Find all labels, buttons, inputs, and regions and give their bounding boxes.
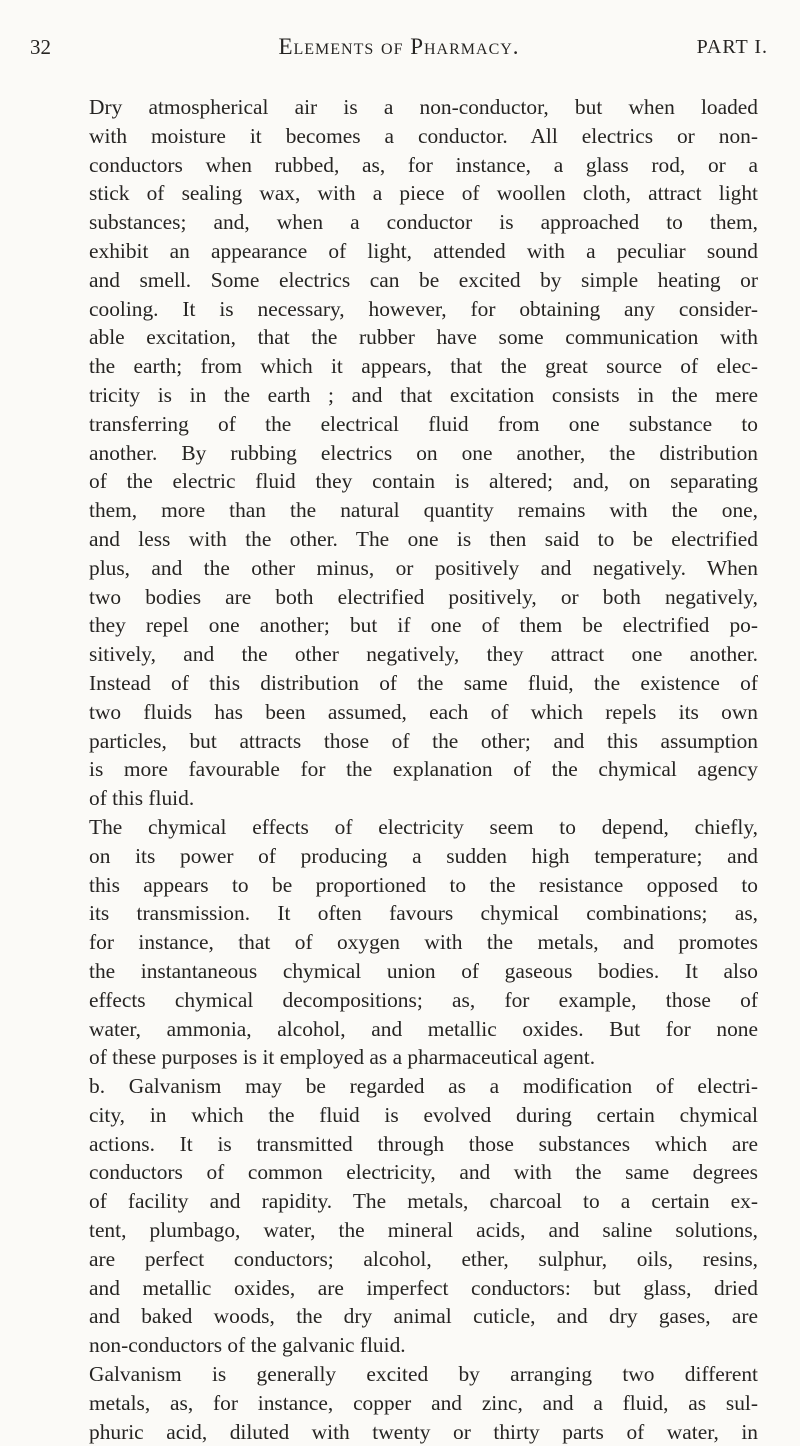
text-line: of the electric fluid they contain is altered; and, on separating xyxy=(89,469,758,494)
text-line: transferring of the electrical fluid from one substance to xyxy=(89,411,758,436)
text-line: actions. It is transmitted through those substances which are xyxy=(89,1131,758,1156)
text-line: exhibit an appearance of light, attended with a peculiar sound xyxy=(89,238,758,263)
text-line: cooling. It is necessary, however, for obtaining any consider- xyxy=(89,296,758,321)
text-line: water, ammonia, alcohol, and metallic oxides. But for none xyxy=(89,1016,758,1041)
text-line: is more favourable for the explanation of the chymical agency xyxy=(89,757,758,782)
text-line: particles, but attracts those of the other; and this assumption xyxy=(89,728,758,753)
text-line: The chymical effects of electricity seem to depend, chiefly, xyxy=(89,814,758,839)
text-line: two fluids has been assumed, each of which repels its own xyxy=(89,699,758,724)
text-line: tricity is in the earth ; and that excitation consists in the mere xyxy=(89,382,758,407)
text-line: are perfect conductors; alcohol, ether, sulphur, oils, resins, xyxy=(89,1246,758,1271)
text-line: for instance, that of oxygen with the metals, and promotes xyxy=(89,930,758,955)
text-line: Galvanism is generally excited by arranging two different xyxy=(89,1362,758,1387)
part-label: PART I. xyxy=(696,36,768,58)
text-line: tent, plumbago, water, the mineral acids, and saline solutions, xyxy=(89,1218,758,1243)
text-line: two bodies are both electrified positively, or both negatively, xyxy=(89,584,758,609)
text-line: this appears to be proportioned to the resistance opposed to xyxy=(89,872,758,897)
text-line: phuric acid, diluted with twenty or thirty parts of water, in xyxy=(89,1419,758,1444)
text-line: they repel one another; but if one of them be electrified po- xyxy=(89,613,758,638)
text-line: non-conductors of the galvanic fluid. xyxy=(89,1333,406,1358)
text-line: on its power of producing a sudden high temperature; and xyxy=(89,843,758,868)
text-line: with moisture it becomes a conductor. All electrics or non- xyxy=(89,123,758,148)
text-line: and less with the other. The one is then said to be electrified xyxy=(89,526,758,551)
text-line: of these purposes is it employed as a pharmaceutical agent. xyxy=(89,1045,596,1070)
page-header xyxy=(30,33,768,61)
text-line: Instead of this distribution of the same fluid, the existence of xyxy=(89,670,758,695)
text-line: another. By rubbing electrics on one another, the distribution xyxy=(89,440,758,465)
text-line: city, in which the fluid is evolved during certain chymical xyxy=(89,1102,758,1127)
text-line: them, more than the natural quantity remains with the one, xyxy=(89,498,758,523)
body-text xyxy=(89,93,758,1446)
text-line: and smell. Some electrics can be excited by simple heating or xyxy=(89,267,758,292)
text-line: stick of sealing wax, with a piece of woollen cloth, attract light xyxy=(89,181,758,206)
text-line: able excitation, that the rubber have some communication with xyxy=(89,325,758,350)
running-title: Elements of Pharmacy. xyxy=(278,34,520,59)
text-line: substances; and, when a conductor is approached to them, xyxy=(89,210,758,235)
text-line: its transmission. It often favours chymical combinations; as, xyxy=(89,901,758,926)
text-line: and baked woods, the dry animal cuticle, and dry gases, are xyxy=(89,1304,758,1329)
text-line: sitively, and the other negatively, they attract one another. xyxy=(89,642,758,667)
text-line: the earth; from which it appears, that the great source of elec- xyxy=(89,354,758,379)
text-line: plus, and the other minus, or positively and negatively. When xyxy=(89,555,758,580)
text-line: conductors of common electricity, and with the same degrees xyxy=(89,1160,758,1185)
text-line: of facility and rapidity. The metals, charcoal to a certain ex- xyxy=(89,1189,758,1214)
text-line: b. Galvanism may be regarded as a modification of electri- xyxy=(89,1074,758,1099)
text-line: effects chymical decompositions; as, for example, those of xyxy=(89,987,758,1012)
text-line: of this fluid. xyxy=(89,786,195,811)
page-number: 32 xyxy=(30,35,51,59)
text-line: Dry atmospherical air is a non-conductor, but when loaded xyxy=(89,95,758,119)
text-line: and metallic oxides, are imperfect conductors: but glass, dried xyxy=(89,1275,758,1300)
text-line: metals, as, for instance, copper and zinc, and a fluid, as sul- xyxy=(89,1390,758,1415)
text-line: the instantaneous chymical union of gaseous bodies. It also xyxy=(89,958,758,983)
text-line: conductors when rubbed, as, for instance, a glass rod, or a xyxy=(89,152,758,177)
